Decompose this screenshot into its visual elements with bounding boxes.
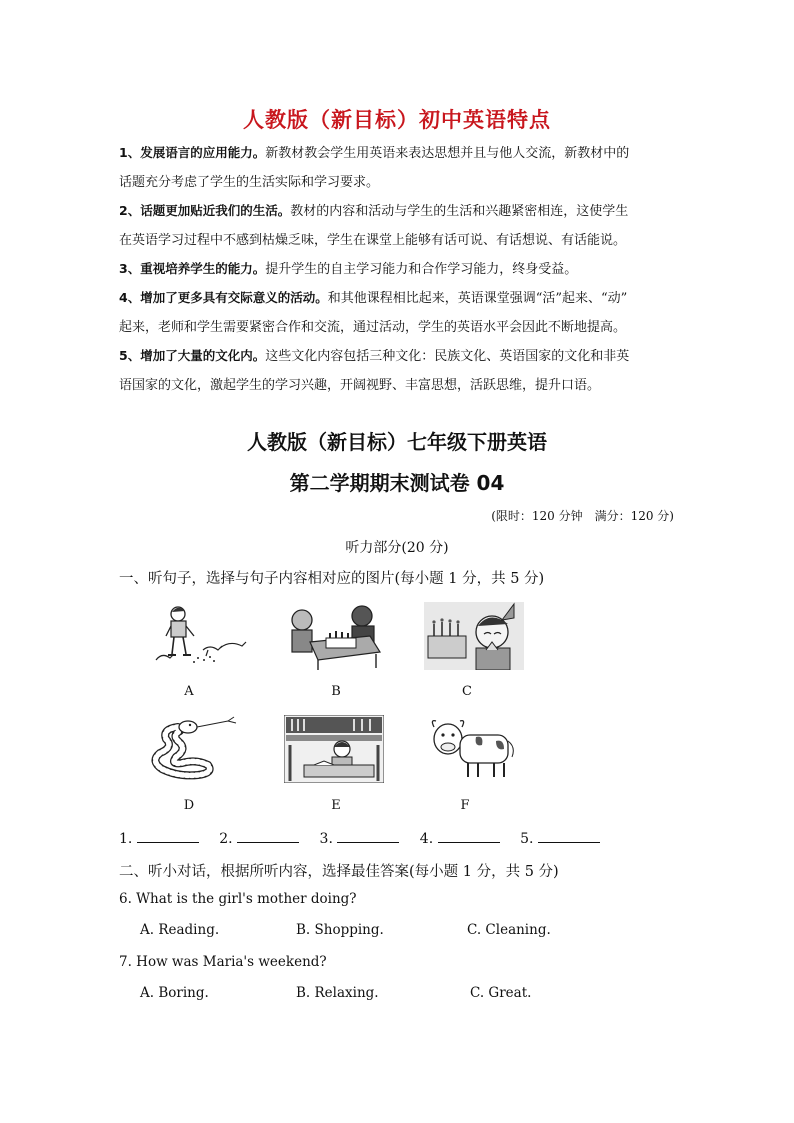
listening-heading: 听力部分(20 分)	[345, 540, 449, 556]
section2-title: 二、听小对话，根据所听内容，选择最佳答案(每小题 1 分，共 5 分)	[119, 864, 559, 880]
exam-subtitle: 第二学期期末测试卷 04	[289, 471, 505, 495]
pic-label-a: A	[184, 684, 194, 699]
answer-blank-1[interactable]	[137, 830, 199, 843]
q7-option-b[interactable]: B. Relaxing.	[296, 985, 379, 1001]
exam-title: 人教版（新目标）七年级下册英语	[247, 430, 547, 454]
birthday-boy-icon	[424, 602, 524, 670]
girl-reading-icon	[284, 715, 384, 783]
q6-option-b[interactable]: B. Shopping.	[296, 922, 384, 938]
exam-limits: (限时：120 分钟 满分：120 分)	[491, 509, 674, 523]
answer-blank-3[interactable]	[337, 830, 399, 843]
answer-blanks: 1. 2. 3. 4. 5.	[119, 830, 600, 847]
page-title: 人教版（新目标）初中英语特点	[243, 108, 551, 132]
pic-label-c: C	[462, 684, 472, 699]
feature-5: 5、增加了大量的文化内。这些文化内容包括三种文化：民族文化、英语国家的文化和非英 语国家的文化，激起学生的学习兴趣，开阔视野、丰富思想，活跃思维，提升口语。	[119, 348, 630, 393]
question-6: 6. What is the girl's mother doing?	[119, 891, 357, 907]
cow-icon	[424, 715, 524, 783]
question-7: 7. How was Maria's weekend?	[119, 954, 327, 970]
feature-3: 3、重视培养学生的能力。提升学生的自主学习能力和合作学习能力，终身受益。	[119, 261, 578, 277]
pic-label-d: D	[183, 798, 195, 813]
feature-4: 4、增加了更多具有交际意义的活动。和其他课程相比起来，英语课堂强调“活”起来、“动” 起来，老师和学生需要紧密合作和交流，通过活动，学生的英语水平会因此不断地提高。	[119, 290, 628, 335]
section1-title: 一、听句子，选择与句子内容相对应的图片(每小题 1 分，共 5 分)	[119, 571, 545, 587]
pic-label-b: B	[331, 684, 341, 699]
pic-label-f: F	[460, 798, 470, 813]
q6-option-a[interactable]: A. Reading.	[140, 922, 220, 938]
answer-blank-2[interactable]	[237, 830, 299, 843]
q7-option-a[interactable]: A. Boring.	[140, 985, 209, 1001]
answer-blank-5[interactable]	[538, 830, 600, 843]
boy-chickens-icon	[148, 602, 248, 670]
snake-icon	[148, 715, 248, 783]
q6-option-c[interactable]: C. Cleaning.	[467, 922, 551, 938]
feature-2: 2、话题更加贴近我们的生活。教材的内容和活动与学生的生活和兴趣紧密相连，这使学生 在英语学习过程中不感到枯燥乏味，学生在课堂上能够有话可说、有话想说、有话能说。	[119, 203, 629, 248]
q7-option-c[interactable]: C. Great.	[470, 985, 532, 1001]
chess-players-icon	[284, 602, 384, 670]
answer-blank-4[interactable]	[438, 830, 500, 843]
pic-label-e: E	[331, 798, 341, 813]
feature-1: 1、发展语言的应用能力。新教材教会学生用英语来表达思想并且与他人交流，新教材中的 话题充分考虑了学生的生活实际和学习要求。	[119, 145, 630, 190]
